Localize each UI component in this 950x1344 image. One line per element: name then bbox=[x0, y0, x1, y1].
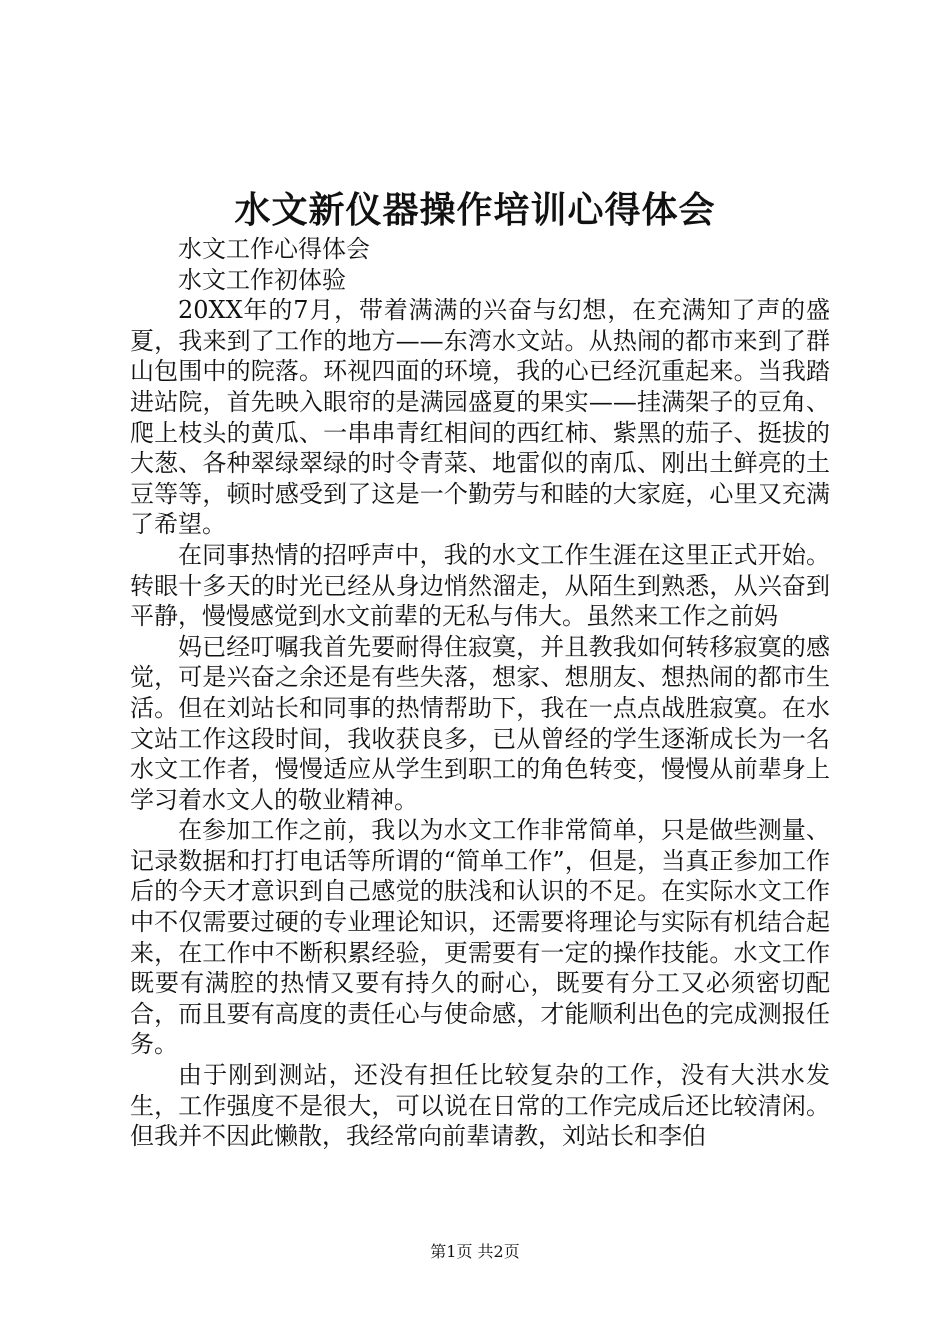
paragraph: 水文工作初体验 bbox=[178, 265, 346, 294]
paragraph: 妈已经叮嘱我首先要耐得住寂寞，并且教我如何转移寂寞的感觉，可是兴奋之余还是有些失落，想家、想朋友、想热闹的都市生活。但在刘站长和同事的热情帮助下，我在一点点战胜寂寞。在水文站工作这段时间，我收获良多，已从曾经的学生逐渐成长为一名水文工作者，慢慢适应从学生到职工的角色转变，慢慢从前辈身上学习着水文人的敬业精神。 bbox=[130, 632, 830, 814]
paragraph: 由于刚到测站，还没有担任比较复杂的工作，没有大洪水发生，工作强度不是很大，可以说在日常的工作完成后还比较清闲。但我并不因此懒散，我经常向前辈请教，刘站长和李伯 bbox=[130, 1061, 830, 1151]
document-body bbox=[130, 234, 830, 1152]
paragraph: 20XX年的7月，带着满满的兴奋与幻想，在充满知了声的盛夏，我来到了工作的地方——东湾水文站。从热闹的都市来到了群山包围中的院落。环视四面的环境，我的心已经沉重起来。当我踏进站院，首先映入眼帘的是满园盛夏的果实——挂满架子的豆角、爬上枝头的黄瓜、一串串青红相间的西红柿、紫黑的茄子、挺拔的大葱、各种翠绿翠绿的时令青菜、地雷似的南瓜、刚出土鲜亮的土豆等等，顿时感受到了这是一个勤劳与和睦的大家庭，心里又充满了希望。 bbox=[130, 296, 830, 539]
paragraph: 水文工作心得体会 bbox=[178, 235, 370, 263]
paragraph: 在参加工作之前，我以为水文工作非常简单，只是做些测量、记录数据和打打电话等所谓的“简单工作”，但是，当真正参加工作后的今天才意识到自己感觉的肤浅和认识的不足。在实际水文工作中不仅需要过硬的专业理论知识，还需要将理论与实际有机结合起来，在工作中不断积累经验，更需要有一定的操作技能。水文工作既要有满腔的热情又要有持久的耐心，既要有分工又必须密切配合，而且要有高度的责任心与使命感，才能顺利出色的完成测报任务。 bbox=[130, 816, 830, 1059]
document-title: 水文新仪器操作培训心得体会 bbox=[234, 189, 716, 231]
page-number-footer: 第1页 共2页 bbox=[430, 1242, 520, 1261]
paragraph: 在同事热情的招呼声中，我的水文工作生涯在这里正式开始。转眼十多天的时光已经从身边悄然溜走，从陌生到熟悉，从兴奋到平静，慢慢感觉到水文前辈的无私与伟大。虽然来工作之前妈 bbox=[130, 540, 830, 631]
